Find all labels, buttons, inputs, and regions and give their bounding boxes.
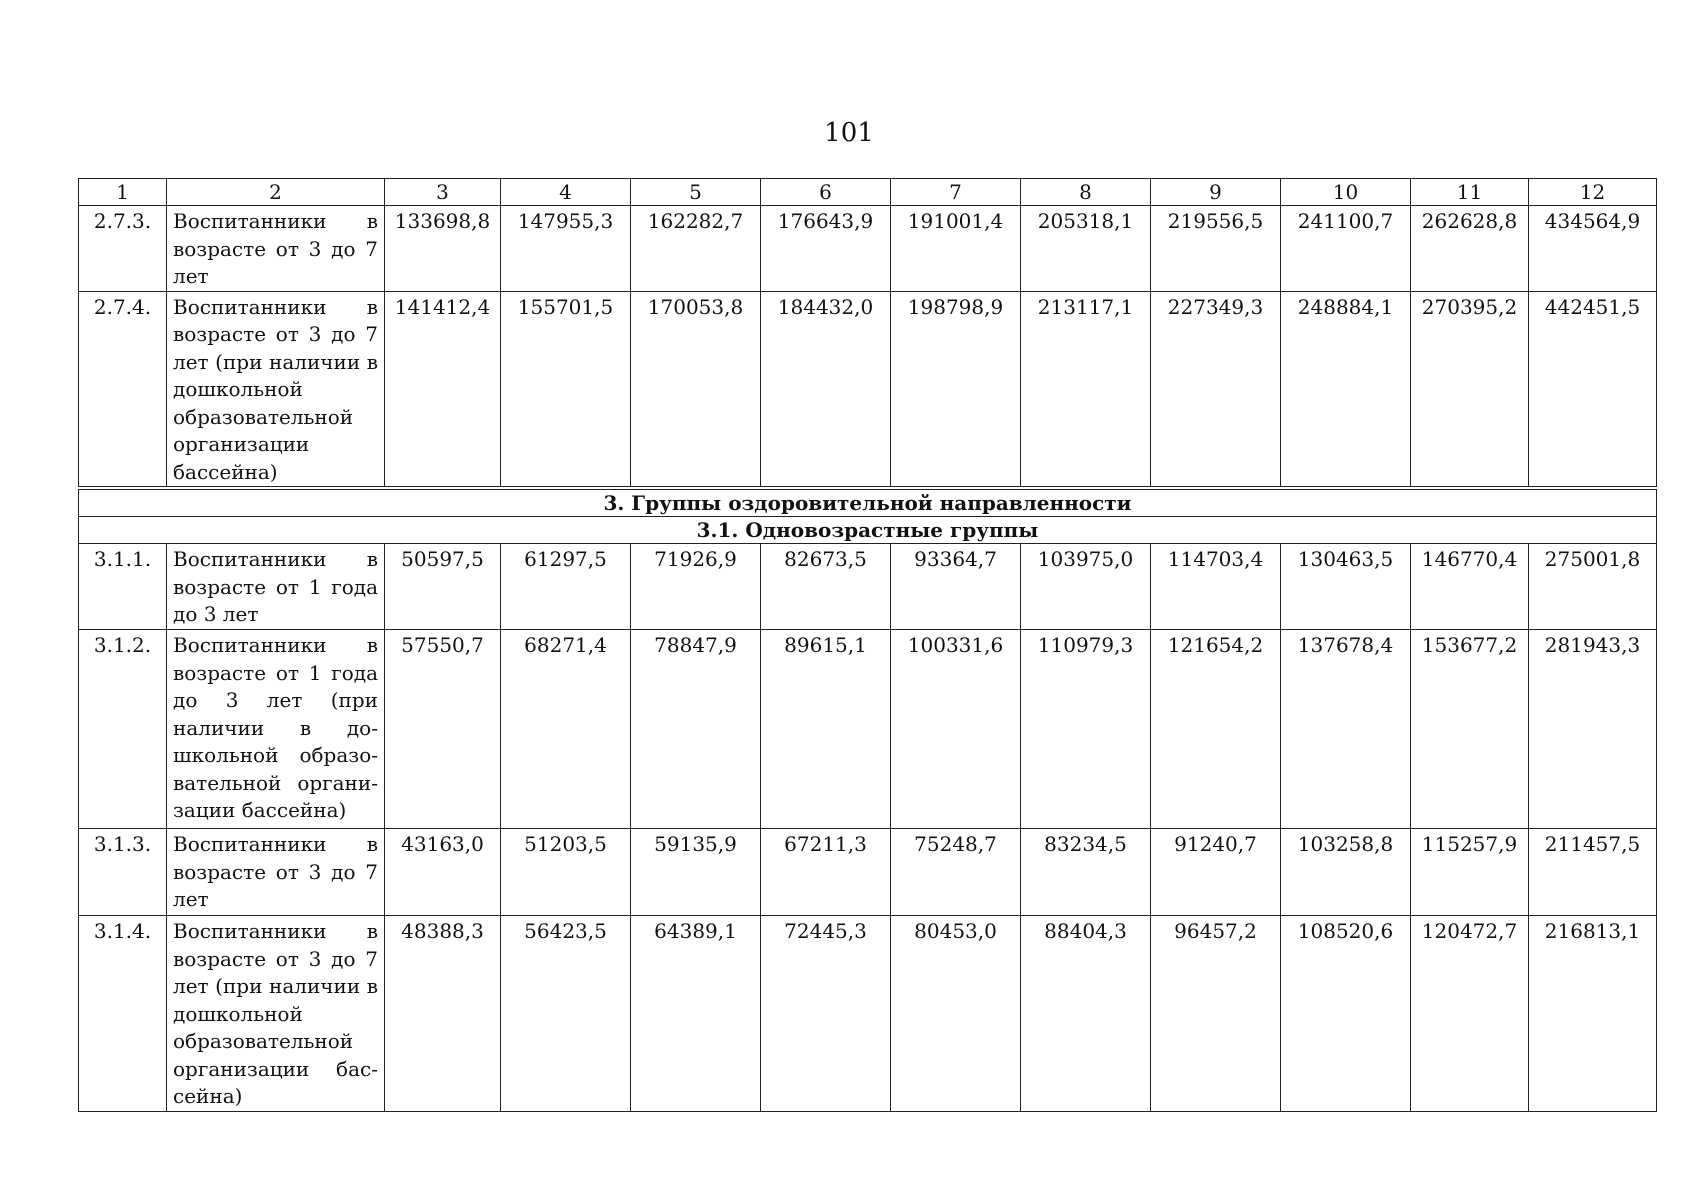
row-code: 2.7.4. (79, 291, 167, 488)
value-cell-col-10: 130463,5 (1281, 544, 1411, 630)
row-code: 3.1.1. (79, 544, 167, 630)
value-cell-col-3: 43163,0 (385, 829, 501, 916)
table-row (79, 291, 1657, 488)
column-number-2: 2 (167, 179, 385, 206)
value-cell-col-10: 108520,6 (1281, 916, 1411, 1112)
column-number-4: 4 (501, 179, 631, 206)
value-cell-col-5: 78847,9 (631, 630, 761, 829)
value-cell-col-8: 213117,1 (1021, 291, 1151, 488)
value-cell-col-8: 83234,5 (1021, 829, 1151, 916)
value-cell-col-5: 59135,9 (631, 829, 761, 916)
subsection-title-row (79, 517, 1657, 544)
table-row (79, 829, 1657, 916)
table-row (79, 206, 1657, 292)
value-cell-col-12: 442451,5 (1529, 291, 1657, 488)
row-code: 2.7.3. (79, 206, 167, 292)
row-description: Воспитанники в возрасте от 3 до 7 лет (при наличии в дошкольной образовательной организации бассейна) (167, 916, 385, 1112)
value-cell-col-12: 434564,9 (1529, 206, 1657, 292)
value-cell-col-7: 80453,0 (891, 916, 1021, 1112)
table-body (79, 179, 1657, 1112)
value-cell-col-11: 262628,8 (1411, 206, 1529, 292)
section-title: 3. Группы оздоровительной направленности (79, 488, 1657, 517)
value-cell-col-3: 141412,4 (385, 291, 501, 488)
value-cell-col-8: 110979,3 (1021, 630, 1151, 829)
table-row (79, 544, 1657, 630)
value-cell-col-3: 50597,5 (385, 544, 501, 630)
column-number-row (79, 179, 1657, 206)
row-code: 3.1.3. (79, 829, 167, 916)
column-number-10: 10 (1281, 179, 1411, 206)
value-cell-col-6: 67211,3 (761, 829, 891, 916)
column-number-6: 6 (761, 179, 891, 206)
column-number-1: 1 (79, 179, 167, 206)
value-cell-col-11: 115257,9 (1411, 829, 1529, 916)
row-code: 3.1.4. (79, 916, 167, 1112)
value-cell-col-7: 191001,4 (891, 206, 1021, 292)
value-cell-col-6: 72445,3 (761, 916, 891, 1112)
value-cell-col-4: 68271,4 (501, 630, 631, 829)
value-cell-col-9: 227349,3 (1151, 291, 1281, 488)
value-cell-col-3: 48388,3 (385, 916, 501, 1112)
column-number-8: 8 (1021, 179, 1151, 206)
value-cell-col-8: 103975,0 (1021, 544, 1151, 630)
value-cell-col-4: 51203,5 (501, 829, 631, 916)
value-cell-col-5: 64389,1 (631, 916, 761, 1112)
value-cell-col-6: 176643,9 (761, 206, 891, 292)
row-description: Воспитанники в возрасте от 3 до 7 лет (167, 829, 385, 916)
value-cell-col-7: 198798,9 (891, 291, 1021, 488)
value-cell-col-11: 153677,2 (1411, 630, 1529, 829)
column-number-7: 7 (891, 179, 1021, 206)
row-description: Воспитанники в возрасте от 1 года до 3 лет (при наличии в дошкольной образовательной организации бассейна) (167, 630, 385, 829)
value-cell-col-7: 100331,6 (891, 630, 1021, 829)
row-description: Воспитанники в возрасте от 3 до 7 лет (при наличии в дошкольной образовательной организации бассейна) (167, 291, 385, 488)
value-cell-col-4: 56423,5 (501, 916, 631, 1112)
value-cell-col-9: 91240,7 (1151, 829, 1281, 916)
value-cell-col-12: 281943,3 (1529, 630, 1657, 829)
value-cell-col-6: 82673,5 (761, 544, 891, 630)
table-row (79, 630, 1657, 829)
value-cell-col-8: 88404,3 (1021, 916, 1151, 1112)
column-number-3: 3 (385, 179, 501, 206)
section-title-row (79, 488, 1657, 517)
value-cell-col-12: 216813,1 (1529, 916, 1657, 1112)
row-description: Воспитанники в возрасте от 1 года до 3 лет (167, 544, 385, 630)
value-cell-col-10: 103258,8 (1281, 829, 1411, 916)
value-cell-col-5: 71926,9 (631, 544, 761, 630)
subsection-title: 3.1. Одновозрастные группы (79, 517, 1657, 544)
value-cell-col-7: 75248,7 (891, 829, 1021, 916)
page-number: 101 (824, 118, 874, 148)
value-cell-col-6: 89615,1 (761, 630, 891, 829)
value-cell-col-9: 219556,5 (1151, 206, 1281, 292)
value-cell-col-11: 270395,2 (1411, 291, 1529, 488)
value-cell-col-5: 170053,8 (631, 291, 761, 488)
value-cell-col-10: 248884,1 (1281, 291, 1411, 488)
value-cell-col-7: 93364,7 (891, 544, 1021, 630)
value-cell-col-6: 184432,0 (761, 291, 891, 488)
value-cell-col-9: 114703,4 (1151, 544, 1281, 630)
value-cell-col-8: 205318,1 (1021, 206, 1151, 292)
column-number-9: 9 (1151, 179, 1281, 206)
value-cell-col-4: 155701,5 (501, 291, 631, 488)
value-cell-col-9: 96457,2 (1151, 916, 1281, 1112)
value-cell-col-9: 121654,2 (1151, 630, 1281, 829)
value-cell-col-3: 57550,7 (385, 630, 501, 829)
tariff-table (78, 178, 1657, 1112)
value-cell-col-11: 146770,4 (1411, 544, 1529, 630)
table-row (79, 916, 1657, 1112)
value-cell-col-4: 147955,3 (501, 206, 631, 292)
value-cell-col-5: 162282,7 (631, 206, 761, 292)
column-number-5: 5 (631, 179, 761, 206)
row-description: Воспитанники в возрасте от 3 до 7 лет (167, 206, 385, 292)
value-cell-col-12: 211457,5 (1529, 829, 1657, 916)
column-number-11: 11 (1411, 179, 1529, 206)
value-cell-col-10: 137678,4 (1281, 630, 1411, 829)
value-cell-col-3: 133698,8 (385, 206, 501, 292)
value-cell-col-12: 275001,8 (1529, 544, 1657, 630)
row-code: 3.1.2. (79, 630, 167, 829)
value-cell-col-10: 241100,7 (1281, 206, 1411, 292)
value-cell-col-11: 120472,7 (1411, 916, 1529, 1112)
value-cell-col-4: 61297,5 (501, 544, 631, 630)
column-number-12: 12 (1529, 179, 1657, 206)
